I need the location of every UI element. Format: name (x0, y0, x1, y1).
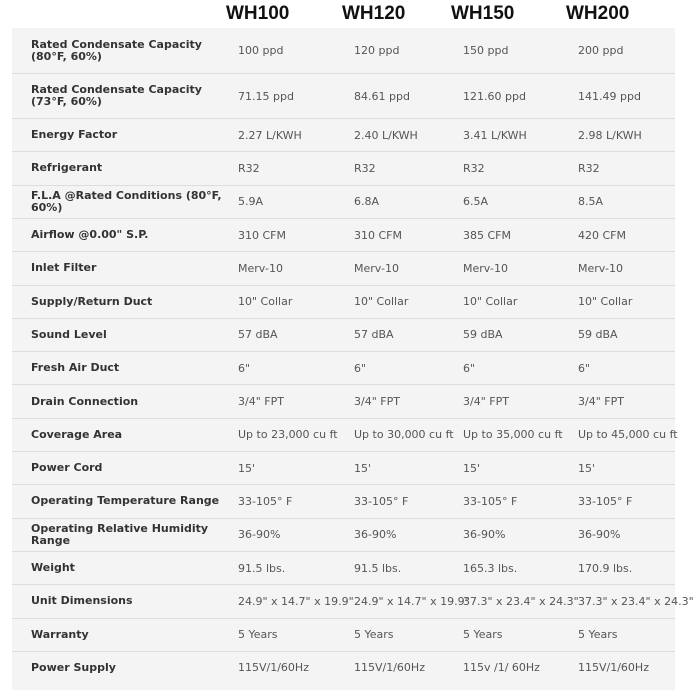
spec-label: Energy Factor (31, 128, 118, 142)
spec-value: 5 Years (578, 628, 618, 642)
spec-row (12, 584, 694, 617)
spec-value: 385 CFM (463, 228, 511, 242)
spec-value: 165.3 lbs. (463, 561, 518, 575)
spec-value: 24.9" x 14.7" x 19.9" (238, 594, 354, 608)
spec-value: 36-90% (578, 528, 621, 542)
spec-value: 115V/1/60Hz (238, 661, 309, 675)
spec-value: 310 CFM (354, 228, 402, 242)
spec-row (12, 351, 675, 384)
spec-value: 10" Collar (463, 295, 518, 309)
spec-value: 10" Collar (354, 295, 409, 309)
spec-row (12, 218, 675, 251)
spec-value: 3/4" FPT (354, 395, 400, 409)
spec-value: Merv-10 (578, 261, 623, 275)
spec-label: Power Cord (31, 461, 103, 475)
spec-value: Up to 35,000 cu ft (463, 428, 563, 442)
spec-label: F.L.A @Rated Conditions (80°F, 60%) (31, 188, 222, 214)
spec-value: 10" Collar (578, 295, 633, 309)
spec-value: 6" (238, 361, 251, 375)
spec-value: 15' (238, 461, 256, 475)
spec-row (12, 28, 675, 73)
spec-value: Up to 45,000 cu ft (578, 428, 678, 442)
spec-value: 36-90% (354, 528, 397, 542)
spec-row (12, 318, 675, 351)
spec-row (12, 484, 675, 517)
spec-label: Warranty (31, 627, 89, 641)
spec-value: 15' (354, 461, 372, 475)
spec-value: 3.41 L/KWH (463, 128, 527, 142)
spec-value: 36-90% (463, 528, 506, 542)
spec-table (12, 28, 694, 690)
spec-value: 3/4" FPT (578, 395, 624, 409)
spec-value: 6" (354, 361, 367, 375)
spec-value: 91.5 lbs. (238, 561, 286, 575)
spec-value: R32 (354, 161, 376, 175)
spec-value: 57 dBA (238, 328, 278, 342)
spec-value: R32 (463, 161, 485, 175)
spec-value: Merv-10 (354, 261, 399, 275)
spec-row (12, 251, 675, 284)
spec-value: 24.9" x 14.7" x 19.9" (354, 594, 470, 608)
spec-row (12, 651, 675, 684)
spec-row (12, 118, 675, 151)
spec-value: 5 Years (463, 628, 503, 642)
spec-value: 115V/1/60Hz (578, 661, 649, 675)
spec-label: Unit Dimensions (31, 594, 133, 608)
spec-value: 420 CFM (578, 228, 626, 242)
model-wh100-header: WH100 (226, 3, 290, 24)
spec-value: 15' (578, 461, 596, 475)
model-wh150-header: WH150 (451, 3, 515, 24)
spec-value: 200 ppd (578, 44, 624, 57)
spec-value: 84.61 ppd (354, 89, 410, 103)
spec-row (12, 185, 675, 218)
spec-value: Merv-10 (238, 261, 283, 275)
spec-row (12, 73, 675, 118)
spec-value: 310 CFM (238, 228, 286, 242)
spec-value: 33-105° F (463, 494, 518, 508)
spec-label: Rated Condensate Capacity (80°F, 60%) (31, 37, 202, 63)
spec-value: 59 dBA (578, 328, 618, 342)
spec-value: 37.3" x 23.4" x 24.3" (578, 594, 694, 608)
spec-value: 141.49 ppd (578, 89, 641, 103)
spec-label: Refrigerant (31, 161, 103, 175)
spec-value: 115v /1/ 60Hz (463, 661, 540, 675)
spec-label: Supply/Return Duct (31, 294, 153, 308)
spec-label: Airflow @0.00" S.P. (31, 228, 149, 242)
spec-value: 5 Years (354, 628, 394, 642)
spec-label: Operating Relative Humidity Range (31, 521, 209, 547)
spec-value: 115V/1/60Hz (354, 661, 425, 675)
spec-value: 100 ppd (238, 44, 284, 57)
spec-row (12, 451, 675, 484)
spec-value: R32 (238, 161, 260, 175)
spec-value: 5.9A (238, 195, 264, 209)
spec-value: 33-105° F (354, 494, 409, 508)
model-wh200-header: WH200 (566, 3, 630, 24)
spec-value: 33-105° F (238, 494, 293, 508)
spec-value: 6" (578, 361, 591, 375)
spec-value: 2.27 L/KWH (238, 128, 302, 142)
spec-value: 2.98 L/KWH (578, 128, 642, 142)
spec-value: 150 ppd (463, 44, 509, 57)
spec-value: 10" Collar (238, 295, 293, 309)
spec-value: 170.9 lbs. (578, 561, 633, 575)
spec-row (12, 418, 678, 451)
spec-value: Up to 23,000 cu ft (238, 428, 338, 442)
spec-value: 5 Years (238, 628, 278, 642)
spec-label: Weight (31, 561, 75, 575)
spec-label: Operating Temperature Range (31, 494, 220, 508)
spec-label: Power Supply (31, 660, 116, 674)
spec-value: 8.5A (578, 195, 604, 209)
spec-value: 2.40 L/KWH (354, 128, 418, 142)
spec-value: 57 dBA (354, 328, 394, 342)
spec-row (12, 151, 675, 184)
spec-value: 33-105° F (578, 494, 633, 508)
spec-label: Fresh Air Duct (31, 361, 120, 375)
spec-value: Up to 30,000 cu ft (354, 428, 454, 442)
spec-value: 71.15 ppd (238, 89, 294, 103)
spec-value: 59 dBA (463, 328, 503, 342)
spec-value: 6.5A (463, 195, 489, 209)
spec-value: 91.5 lbs. (354, 561, 402, 575)
spec-value: 3/4" FPT (238, 395, 284, 409)
spec-value: 36-90% (238, 528, 281, 542)
spec-label: Rated Condensate Capacity (73°F, 60%) (31, 83, 202, 108)
model-wh120-header: WH120 (342, 3, 406, 24)
spec-label: Inlet Filter (31, 261, 97, 275)
spec-value: 6" (463, 361, 476, 375)
spec-value: 6.8A (354, 195, 380, 209)
spec-row (12, 518, 675, 551)
spec-row (12, 618, 675, 651)
spec-label: Drain Connection (31, 394, 139, 408)
spec-value: Merv-10 (463, 261, 508, 275)
spec-value: 15' (463, 461, 481, 475)
spec-value: 3/4" FPT (463, 395, 509, 409)
spec-label: Coverage Area (31, 427, 123, 441)
spec-row (12, 285, 675, 318)
spec-value: R32 (578, 161, 600, 175)
spec-value: 37.3" x 23.4" x 24.3" (463, 594, 579, 608)
spec-row (12, 384, 675, 417)
spec-label: Sound Level (31, 327, 107, 341)
spec-row (12, 551, 675, 584)
spec-value: 121.60 ppd (463, 89, 526, 103)
spec-value: 120 ppd (354, 44, 400, 57)
